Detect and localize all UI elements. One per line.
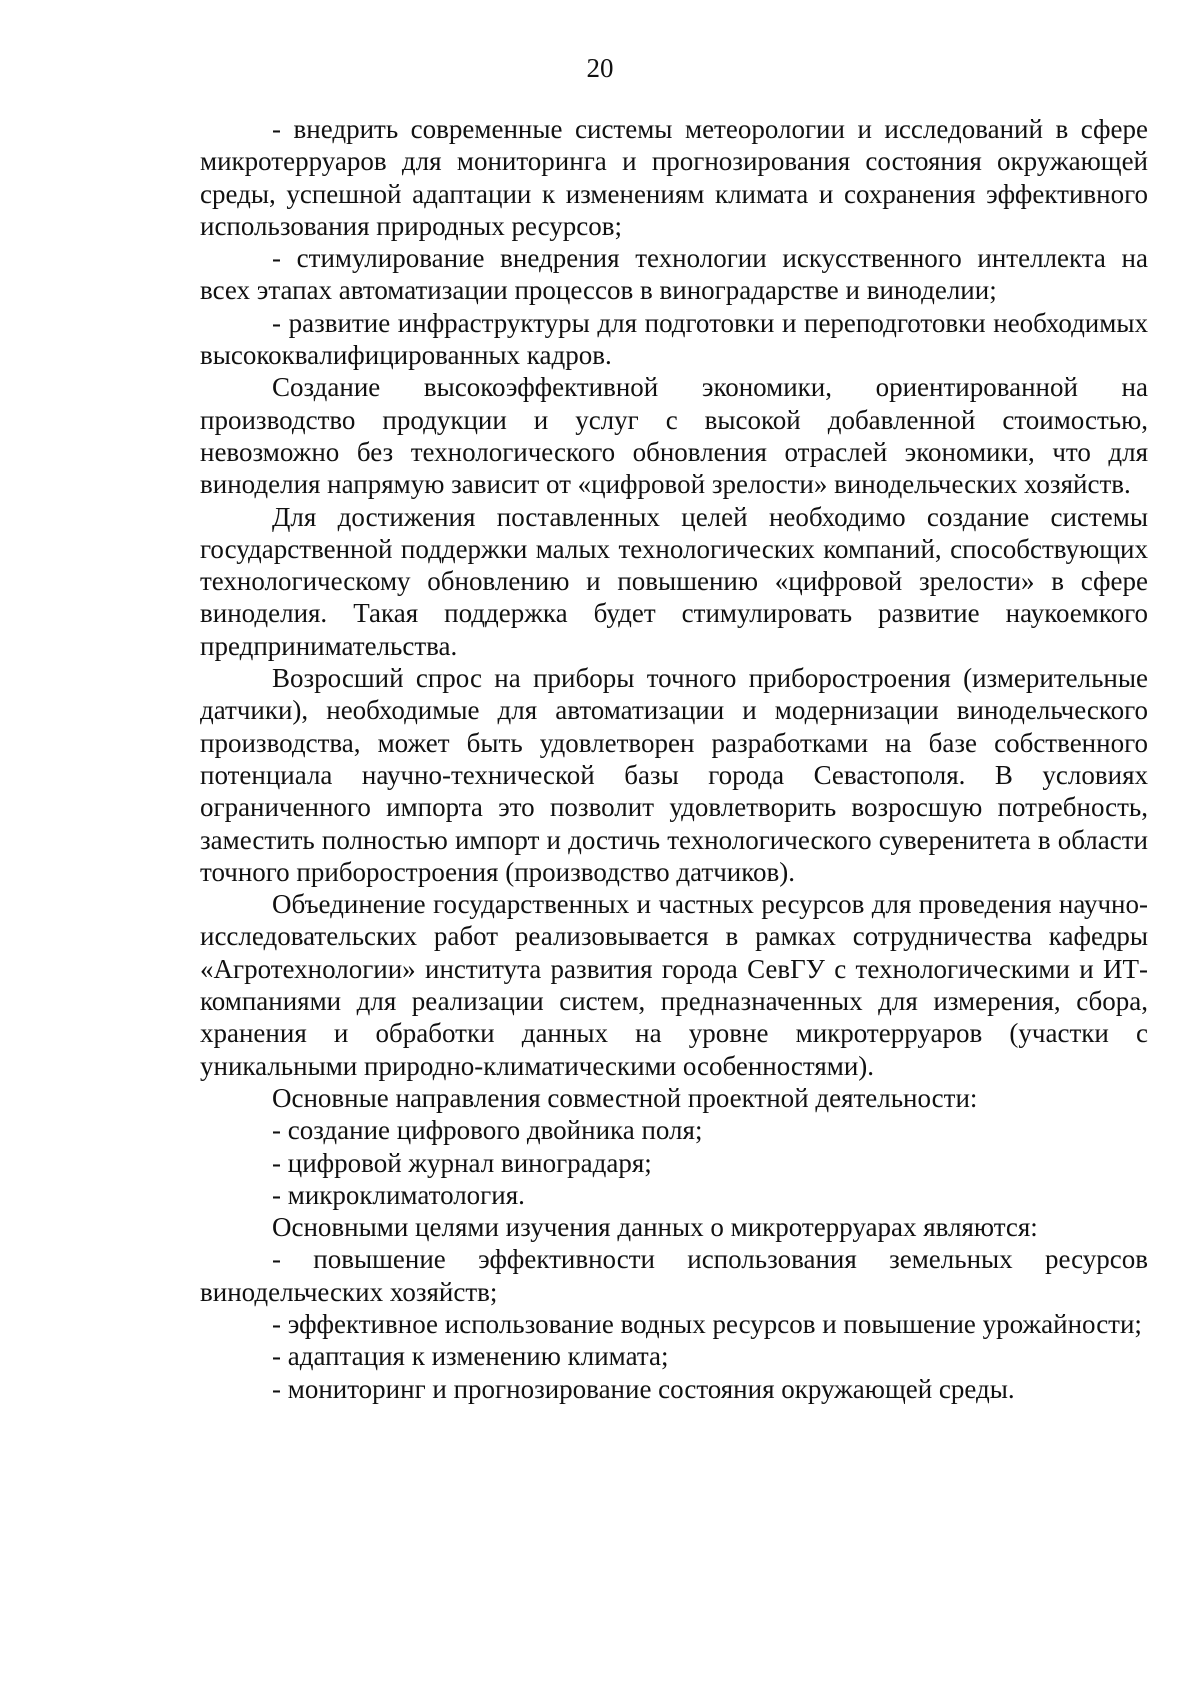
document-body bbox=[200, 113, 1148, 1405]
paragraph: - развитие инфраструктуры для подготовки и переподготовки необходимых высококвалифицированных кадров. bbox=[200, 307, 1148, 371]
list-item: - повышение эффективности использования земельных ресурсов винодельческих хозяйств; bbox=[200, 1244, 1148, 1307]
list-item: - мониторинг и прогнозирование состояния окружающей среды. bbox=[272, 1373, 1015, 1404]
list-item: - создание цифрового двойника поля; bbox=[272, 1115, 703, 1146]
list-item: - микроклиматология. bbox=[272, 1179, 525, 1210]
paragraph: Для достижения поставленных целей необходимо создание системы государственной поддержки малых технологических компаний, способствующих технологическому обновлению и повышению «цифровой зрелости» в сфере виноделия. Такая поддержка будет стимулировать развитие наукоемкого предпринимательства. bbox=[200, 501, 1148, 661]
page-number: 20 bbox=[586, 53, 614, 83]
list-item: - эффективное использование водных ресурсов и повышение урожайности; bbox=[272, 1308, 1142, 1339]
paragraph: Создание высокоэффективной экономики, ориентированной на производство продукции и услуг с высокой добавленной стоимостью, невозможно без технологического обновления отраслей экономики, что для виноделия напрямую зависит от «цифровой зрелости» винодельческих хозяйств. bbox=[200, 372, 1148, 500]
paragraph: Объединение государственных и частных ресурсов для проведения научно-исследовательских работ реализовывается в рамках сотрудничества кафедры «Агротехнологии» института развития города СевГУ с технологическими и ИТ-компаниями для реализации систем, предназначенных для измерения, сбора, хранения и обработки данных на уровне микротерруаров (участки с уникальными природно-климатическими особенностями). bbox=[200, 889, 1148, 1081]
list-item: - адаптация к изменению климата; bbox=[272, 1341, 669, 1372]
paragraph: - стимулирование внедрения технологии искусственного интеллекта на всех этапах автоматизации процессов в виноградарстве и виноделии; bbox=[200, 243, 1148, 306]
paragraph: Основными целями изучения данных о микротерруарах являются: bbox=[272, 1212, 1038, 1243]
paragraph: Возросший спрос на приборы точного приборостроения (измерительные датчики), необходимые для автоматизации и модернизации винодельческого производства, может быть удовлетворен разработками на базе собственного потенциала научно-технической базы города Севастополя. В условиях ограниченного импорта это позволит удовлетворить возросшую потребность, заместить полностью импорт и достичь технологического суверенитета в области точного приборостроения (производство датчиков). bbox=[200, 663, 1148, 887]
paragraph: - внедрить современные системы метеорологии и исследований в сфере микротерруаров для мониторинга и прогнозирования состояния окружающей среды, успешной адаптации к изменениям климата и сохранения эффективного использования природных ресурсов; bbox=[200, 114, 1148, 241]
list-item: - цифровой журнал виноградаря; bbox=[272, 1147, 652, 1178]
paragraph: Основные направления совместной проектной деятельности: bbox=[272, 1082, 978, 1113]
